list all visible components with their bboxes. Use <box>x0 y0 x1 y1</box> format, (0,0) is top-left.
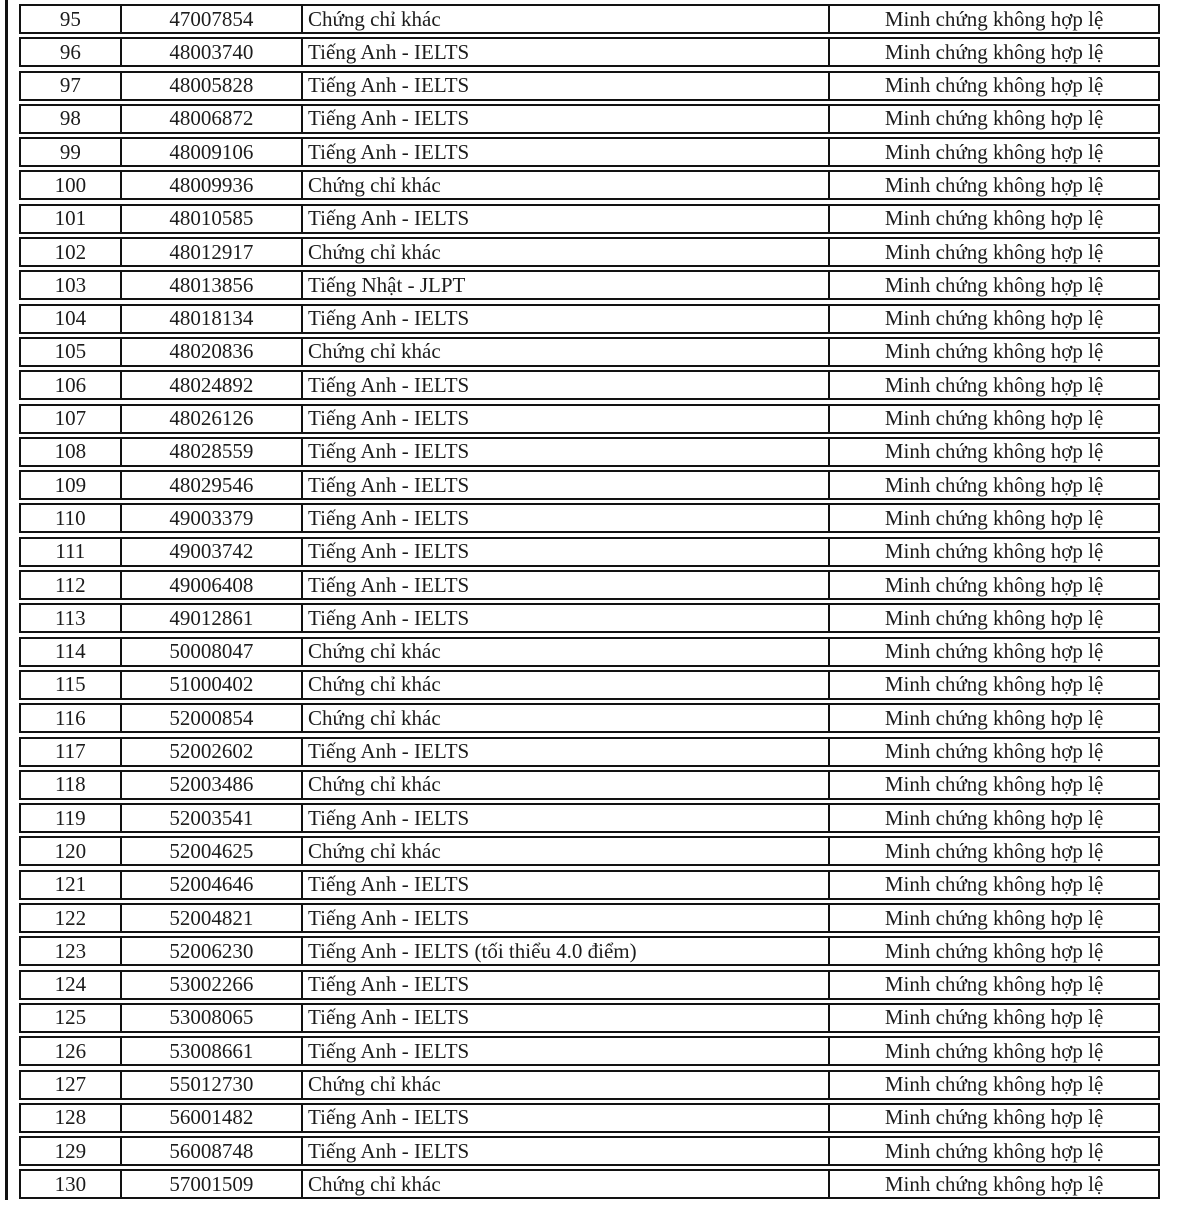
row-number-cell: 100 <box>54 172 87 197</box>
status-cell: Minh chứng không hợp lệ <box>828 739 1158 765</box>
table-row <box>19 737 1160 767</box>
row-number-cell: 124 <box>54 972 87 997</box>
certificate-type-cell: Tiếng Anh - IELTS <box>301 1105 828 1131</box>
row-number-cell: 107 <box>54 406 87 431</box>
candidate-id-cell: 56008748 <box>120 1138 301 1164</box>
status-cell: Minh chứng không hợp lệ <box>828 605 1158 631</box>
certificate-type-cell: Tiếng Anh - IELTS <box>301 139 828 165</box>
candidate-id-cell: 48005828 <box>120 73 301 99</box>
candidate-id-cell: 49003742 <box>120 539 301 565</box>
table-row <box>19 603 1160 633</box>
candidate-id-cell: 50008047 <box>120 639 301 665</box>
certificate-type-cell: Tiếng Anh - IELTS <box>301 505 828 531</box>
candidate-id-cell: 47007854 <box>120 6 301 32</box>
candidate-id-cell: 52004646 <box>120 872 301 898</box>
row-number-cell: 105 <box>54 339 87 364</box>
table-row <box>19 503 1160 533</box>
certificate-type-cell: Chứng chỉ khác <box>301 705 828 731</box>
certificate-type-cell: Tiếng Anh - IELTS <box>301 73 828 99</box>
certificate-type-cell: Tiếng Anh - IELTS <box>301 872 828 898</box>
certificate-type-cell: Tiếng Anh - IELTS <box>301 406 828 432</box>
table-row <box>19 337 1160 367</box>
certificate-type-cell: Chứng chỉ khác <box>301 772 828 798</box>
status-cell: Minh chứng không hợp lệ <box>828 1038 1158 1064</box>
table-row <box>19 836 1160 866</box>
candidate-id-cell: 48013856 <box>120 272 301 298</box>
table-row <box>19 4 1160 34</box>
certificate-type-cell: Tiếng Anh - IELTS <box>301 1038 828 1064</box>
row-number-cell: 125 <box>54 1005 87 1030</box>
table-row <box>19 137 1160 167</box>
table-row <box>19 470 1160 500</box>
row-number-cell: 120 <box>54 838 87 863</box>
status-cell: Minh chứng không hợp lệ <box>828 339 1158 365</box>
row-number-cell: 106 <box>54 372 87 397</box>
certificate-type-cell: Tiếng Anh - IELTS <box>301 472 828 498</box>
table-row <box>19 570 1160 600</box>
table-row <box>19 204 1160 234</box>
certificate-type-cell: Chứng chỉ khác <box>301 1072 828 1098</box>
candidate-id-cell: 48018134 <box>120 306 301 332</box>
table-row <box>19 703 1160 733</box>
row-number-cell: 117 <box>54 739 86 764</box>
row-number-cell: 113 <box>54 605 86 630</box>
status-cell: Minh chứng không hợp lệ <box>828 672 1158 698</box>
table-row <box>19 803 1160 833</box>
certificate-type-cell: Tiếng Nhật - JLPT <box>301 272 828 298</box>
status-cell: Minh chứng không hợp lệ <box>828 206 1158 232</box>
status-cell: Minh chứng không hợp lệ <box>828 106 1158 132</box>
candidate-id-cell: 48003740 <box>120 39 301 65</box>
certificate-type-cell: Tiếng Anh - IELTS <box>301 1138 828 1164</box>
candidate-id-cell: 52003486 <box>120 772 301 798</box>
table-row <box>19 37 1160 67</box>
row-number-cell: 127 <box>54 1072 87 1096</box>
row-number-cell: 119 <box>54 805 86 830</box>
certificate-type-cell: Tiếng Anh - IELTS <box>301 739 828 765</box>
row-number-cell: 115 <box>54 672 86 697</box>
certificate-status-table <box>19 4 1160 1199</box>
certificate-type-cell: Chứng chỉ khác <box>301 239 828 265</box>
certificate-type-cell: Tiếng Anh - IELTS (tối thiểu 4.0 điểm) <box>301 938 828 964</box>
status-cell: Minh chứng không hợp lệ <box>828 1171 1158 1197</box>
table-row <box>19 1036 1160 1066</box>
table-row <box>19 870 1160 900</box>
candidate-id-cell: 51000402 <box>120 672 301 698</box>
row-number-cell: 98 <box>59 106 81 131</box>
row-number-cell: 116 <box>54 705 86 730</box>
row-number-cell: 118 <box>54 772 86 797</box>
certificate-type-cell: Tiếng Anh - IELTS <box>301 905 828 931</box>
table-row <box>19 370 1160 400</box>
status-cell: Minh chứng không hợp lệ <box>828 805 1158 831</box>
candidate-id-cell: 56001482 <box>120 1105 301 1131</box>
candidate-id-cell: 52002602 <box>120 739 301 765</box>
certificate-type-cell: Chứng chỉ khác <box>301 1171 828 1197</box>
certificate-type-cell: Tiếng Anh - IELTS <box>301 605 828 631</box>
table-row <box>19 404 1160 434</box>
status-cell: Minh chứng không hợp lệ <box>828 639 1158 665</box>
certificate-type-cell: Tiếng Anh - IELTS <box>301 372 828 398</box>
status-cell: Minh chứng không hợp lệ <box>828 272 1158 298</box>
candidate-id-cell: 49012861 <box>120 605 301 631</box>
status-cell: Minh chứng không hợp lệ <box>828 938 1158 964</box>
table-row <box>19 1136 1160 1166</box>
candidate-id-cell: 53008661 <box>120 1038 301 1064</box>
row-number-cell: 110 <box>54 505 86 530</box>
status-cell: Minh chứng không hợp lệ <box>828 406 1158 432</box>
row-number-cell: 97 <box>59 73 81 98</box>
status-cell: Minh chứng không hợp lệ <box>828 972 1158 998</box>
table-row <box>19 170 1160 200</box>
status-cell: Minh chứng không hợp lệ <box>828 439 1158 465</box>
candidate-id-cell: 48024892 <box>120 372 301 398</box>
status-cell: Minh chứng không hợp lệ <box>828 772 1158 798</box>
row-number-cell: 95 <box>59 6 81 31</box>
row-number-cell: 130 <box>54 1171 87 1196</box>
candidate-id-cell: 48009936 <box>120 172 301 198</box>
certificate-type-cell: Tiếng Anh - IELTS <box>301 1005 828 1031</box>
row-number-cell: 114 <box>54 639 86 664</box>
table-row <box>19 270 1160 300</box>
row-number-cell: 126 <box>54 1038 87 1063</box>
status-cell: Minh chứng không hợp lệ <box>828 39 1158 65</box>
table-row <box>19 770 1160 800</box>
status-cell: Minh chứng không hợp lệ <box>828 905 1158 931</box>
status-cell: Minh chứng không hợp lệ <box>828 539 1158 565</box>
status-cell: Minh chứng không hợp lệ <box>828 572 1158 598</box>
candidate-id-cell: 53002266 <box>120 972 301 998</box>
row-number-cell: 109 <box>54 472 87 497</box>
certificate-type-cell: Tiếng Anh - IELTS <box>301 439 828 465</box>
status-cell: Minh chứng không hợp lệ <box>828 505 1158 531</box>
status-cell: Minh chứng không hợp lệ <box>828 1005 1158 1031</box>
status-cell: Minh chứng không hợp lệ <box>828 139 1158 165</box>
certificate-type-cell: Tiếng Anh - IELTS <box>301 972 828 998</box>
table-row <box>19 637 1160 667</box>
table-row <box>19 237 1160 267</box>
status-cell: Minh chứng không hợp lệ <box>828 372 1158 398</box>
status-cell: Minh chứng không hợp lệ <box>828 1138 1158 1164</box>
candidate-id-cell: 49003379 <box>120 505 301 531</box>
table-row <box>19 1103 1160 1133</box>
certificate-type-cell: Tiếng Anh - IELTS <box>301 805 828 831</box>
table-row <box>19 1070 1160 1100</box>
certificate-type-cell: Tiếng Anh - IELTS <box>301 106 828 132</box>
certificate-type-cell: Tiếng Anh - IELTS <box>301 206 828 232</box>
table-row <box>19 903 1160 933</box>
row-number-cell: 96 <box>59 39 81 64</box>
row-number-cell: 104 <box>54 306 87 331</box>
status-cell: Minh chứng không hợp lệ <box>828 472 1158 498</box>
certificate-type-cell: Chứng chỉ khác <box>301 672 828 698</box>
candidate-id-cell: 57001509 <box>120 1171 301 1197</box>
table-row <box>19 970 1160 1000</box>
certificate-type-cell: Chứng chỉ khác <box>301 172 828 198</box>
candidate-id-cell: 48026126 <box>120 406 301 432</box>
table-row <box>19 537 1160 567</box>
candidate-id-cell: 49006408 <box>120 572 301 598</box>
table-row <box>19 304 1160 334</box>
row-number-cell: 99 <box>59 139 81 164</box>
candidate-id-cell: 48009106 <box>120 139 301 165</box>
candidate-id-cell: 52004821 <box>120 905 301 931</box>
certificate-type-cell: Tiếng Anh - IELTS <box>301 539 828 565</box>
certificate-type-cell: Chứng chỉ khác <box>301 639 828 665</box>
row-number-cell: 101 <box>54 206 87 231</box>
row-number-cell: 123 <box>54 938 87 963</box>
status-cell: Minh chứng không hợp lệ <box>828 172 1158 198</box>
status-cell: Minh chứng không hợp lệ <box>828 239 1158 265</box>
row-number-cell: 122 <box>54 905 87 930</box>
candidate-id-cell: 48020836 <box>120 339 301 365</box>
certificate-type-cell: Tiếng Anh - IELTS <box>301 306 828 332</box>
candidate-id-cell: 52006230 <box>120 938 301 964</box>
table-row <box>19 936 1160 966</box>
row-number-cell: 121 <box>54 872 87 897</box>
row-number-cell: 103 <box>54 272 87 297</box>
row-number-cell: 128 <box>54 1105 87 1130</box>
row-number-cell: 102 <box>54 239 87 264</box>
table-row <box>19 104 1160 134</box>
certificate-type-cell: Tiếng Anh - IELTS <box>301 39 828 65</box>
status-cell: Minh chứng không hợp lệ <box>828 838 1158 864</box>
certificate-type-cell: Chứng chỉ khác <box>301 838 828 864</box>
certificate-type-cell: Chứng chỉ khác <box>301 339 828 365</box>
status-cell: Minh chứng không hợp lệ <box>828 306 1158 332</box>
candidate-id-cell: 52003541 <box>120 805 301 831</box>
candidate-id-cell: 52004625 <box>120 838 301 864</box>
candidate-id-cell: 53008065 <box>120 1005 301 1031</box>
table-row <box>19 437 1160 467</box>
status-cell: Minh chứng không hợp lệ <box>828 872 1158 898</box>
certificate-type-cell: Chứng chỉ khác <box>301 6 828 32</box>
table-outer-left-border <box>5 0 8 1200</box>
row-number-cell: 111 <box>55 539 86 564</box>
candidate-id-cell: 48006872 <box>120 106 301 132</box>
row-number-cell: 129 <box>54 1138 87 1163</box>
candidate-id-cell: 55012730 <box>120 1072 301 1098</box>
candidate-id-cell: 48028559 <box>120 439 301 465</box>
table-row <box>19 71 1160 101</box>
candidate-id-cell: 52000854 <box>120 705 301 731</box>
row-number-cell: 112 <box>54 572 86 597</box>
candidate-id-cell: 48010585 <box>120 206 301 232</box>
table-row <box>19 1003 1160 1033</box>
status-cell: Minh chứng không hợp lệ <box>828 73 1158 99</box>
status-cell: Minh chứng không hợp lệ <box>828 1105 1158 1131</box>
row-number-cell: 108 <box>54 439 87 464</box>
table-row <box>19 670 1160 700</box>
table-row <box>19 1169 1160 1199</box>
status-cell: Minh chứng không hợp lệ <box>828 705 1158 731</box>
candidate-id-cell: 48029546 <box>120 472 301 498</box>
status-cell: Minh chứng không hợp lệ <box>828 6 1158 32</box>
certificate-type-cell: Tiếng Anh - IELTS <box>301 572 828 598</box>
status-cell: Minh chứng không hợp lệ <box>828 1072 1158 1098</box>
candidate-id-cell: 48012917 <box>120 239 301 265</box>
